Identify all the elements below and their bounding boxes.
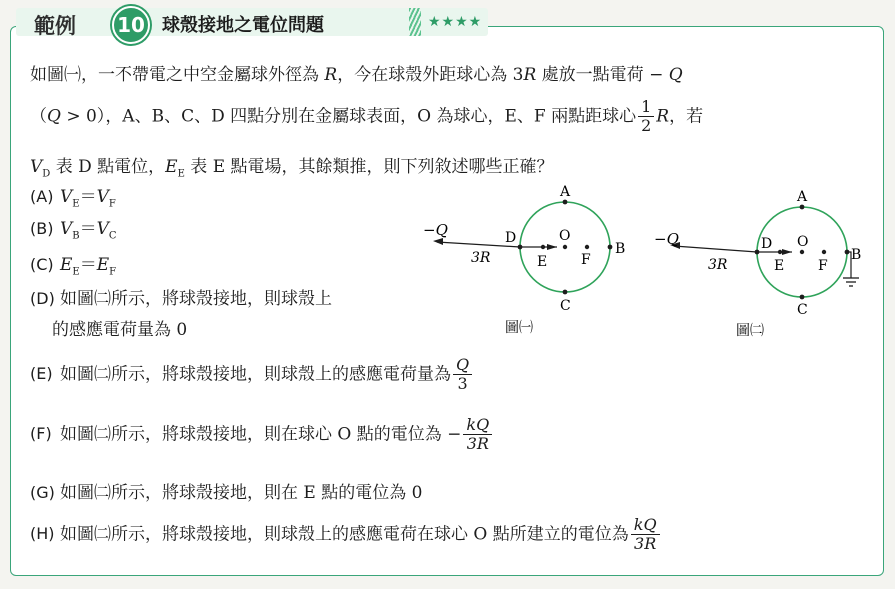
subscript: C <box>108 230 117 242</box>
text: ，若 <box>669 106 704 127</box>
equals: ＝ <box>79 219 97 239</box>
option-text: 如圖㈡所示，將球殼接地，則在 E 點的電位為 0 <box>60 483 423 503</box>
option-d <box>30 284 332 309</box>
label-b: B <box>615 241 626 257</box>
equals: ＝ <box>79 187 97 207</box>
option-label: (E) <box>30 364 53 384</box>
var: V <box>60 219 73 239</box>
arrow-head-left <box>433 238 443 245</box>
label-c: C <box>797 302 808 318</box>
text: 表 D 點電位， <box>50 157 166 177</box>
header-divider <box>409 8 421 36</box>
var-R: R <box>324 65 338 85</box>
option-label: (A) <box>30 187 54 206</box>
option-b <box>30 214 117 241</box>
example-label: 範例 <box>34 14 76 38</box>
fraction-q-over-3 <box>453 356 472 394</box>
subscript: B <box>72 230 80 242</box>
text: 處放一點電荷 − <box>536 65 669 85</box>
option-g <box>30 478 422 503</box>
option-text: 如圖㈡所示，將球殼接地，則球殼上 <box>60 289 332 309</box>
var-Q: Q <box>668 65 683 85</box>
label-d: D <box>761 236 773 252</box>
text: > 0） <box>60 106 106 127</box>
point-e <box>778 250 782 254</box>
label-e: E <box>537 254 548 270</box>
text: ，今在球殼外距球心為 3 <box>337 65 524 85</box>
var-3R: 3R <box>634 534 657 554</box>
option-text: 如圖㈡所示，將球殼接地，則在球心 O 點的電位為 − <box>60 424 462 445</box>
option-label: (H) <box>30 524 55 544</box>
subscript: E <box>72 198 80 210</box>
var-V: V <box>30 157 43 177</box>
label-a: A <box>797 189 808 205</box>
label-a: A <box>560 184 571 200</box>
var: E <box>96 255 110 275</box>
point-e <box>541 245 545 249</box>
var-E: E <box>165 157 178 177</box>
var: E <box>60 255 73 275</box>
charge-label: −Q <box>654 230 679 248</box>
point-d <box>518 245 523 250</box>
option-e <box>30 356 474 394</box>
problem-line-2 <box>30 98 703 136</box>
fraction-denominator: 3 <box>457 374 468 394</box>
figure-caption: 圖㈠ <box>505 320 533 336</box>
point-d <box>755 250 760 255</box>
var-kQ: kQ <box>466 415 490 434</box>
fraction-kq-over-3r <box>463 416 492 454</box>
label-o: O <box>797 234 809 250</box>
label-f: F <box>581 252 591 268</box>
fraction-denominator <box>463 435 492 453</box>
label-o: O <box>559 228 571 244</box>
option-text: 的感應電荷量為 0 <box>52 320 188 340</box>
var-R: R <box>523 65 537 85</box>
fraction-numerator: 1 <box>638 98 654 117</box>
option-label: (B) <box>30 219 54 238</box>
option-d-continued <box>52 315 187 340</box>
point-o <box>563 245 567 249</box>
var-kQ: kQ <box>633 515 657 534</box>
fraction-numerator <box>631 516 660 535</box>
example-title: 球殼接地之電位問題 <box>162 15 324 36</box>
label-d: D <box>505 230 517 246</box>
var-Q: Q <box>47 106 61 127</box>
option-text: 如圖㈡所示，將球殼接地，則球殼上的感應電荷量為 <box>60 364 451 385</box>
label-f: F <box>818 258 828 274</box>
label-e: E <box>774 258 785 274</box>
arrow-head-right <box>547 244 557 250</box>
point-a <box>800 205 805 210</box>
point-c <box>563 290 568 295</box>
option-label: (G) <box>30 483 55 502</box>
point-b <box>608 245 613 250</box>
example-number-badge: 10 <box>112 6 150 44</box>
charge-label: −Q <box>423 221 448 239</box>
fraction-kq-over-3r <box>631 516 660 554</box>
problem-line-3 <box>30 152 554 179</box>
option-text: 如圖㈡所示，將球殼接地，則球殼上的感應電荷在球心 O 點所建立的電位為 <box>60 524 629 545</box>
distance-label: 3R <box>708 257 728 273</box>
var: V <box>96 219 109 239</box>
point-f <box>822 250 826 254</box>
var-3R: 3R <box>466 434 489 454</box>
var-R: R <box>656 106 670 127</box>
problem-line-1 <box>30 60 683 85</box>
point-c <box>800 295 805 300</box>
fraction-numerator <box>453 356 472 375</box>
option-c <box>30 250 116 277</box>
example-header <box>16 8 486 38</box>
label-b: B <box>851 247 862 263</box>
fraction-denominator: 2 <box>641 116 652 136</box>
text: ，A、B、C、D 四點分別在金屬球表面，O 為球心，E、F 兩點距球心 <box>105 106 637 127</box>
subscript: D <box>42 168 51 180</box>
option-h <box>30 516 662 554</box>
point-a <box>563 200 568 205</box>
var: V <box>96 187 109 207</box>
option-label: (D) <box>30 289 55 308</box>
option-f <box>30 416 494 454</box>
option-label: (C) <box>30 255 54 274</box>
fraction-denominator <box>631 535 660 553</box>
fraction-numerator <box>463 416 492 435</box>
subscript: F <box>108 198 116 210</box>
option-a <box>30 182 116 209</box>
arrow-head-right <box>782 249 792 255</box>
text: （ <box>30 106 47 127</box>
distance-line <box>674 246 757 252</box>
option-label: (F) <box>30 424 52 444</box>
var-Q: Q <box>456 355 470 374</box>
distance-label: 3R <box>471 250 491 266</box>
figure-1 <box>415 180 645 340</box>
label-c: C <box>560 298 571 314</box>
text: 表 E 點電場，其餘類推，則下列敘述哪些正確？ <box>184 157 554 177</box>
figure-caption: 圖㈡ <box>736 323 764 339</box>
subscript: E <box>72 266 80 278</box>
subscript: F <box>109 266 117 278</box>
subscript: E <box>177 168 185 180</box>
figure-2 <box>650 180 880 345</box>
fraction-half <box>638 98 654 136</box>
equals: ＝ <box>79 255 97 275</box>
point-f <box>585 245 589 249</box>
text: 如圖㈠，一不帶電之中空金屬球外徑為 <box>30 65 325 85</box>
point-o <box>800 250 804 254</box>
difficulty-stars: ★★★★ <box>428 14 483 30</box>
var: V <box>60 187 73 207</box>
